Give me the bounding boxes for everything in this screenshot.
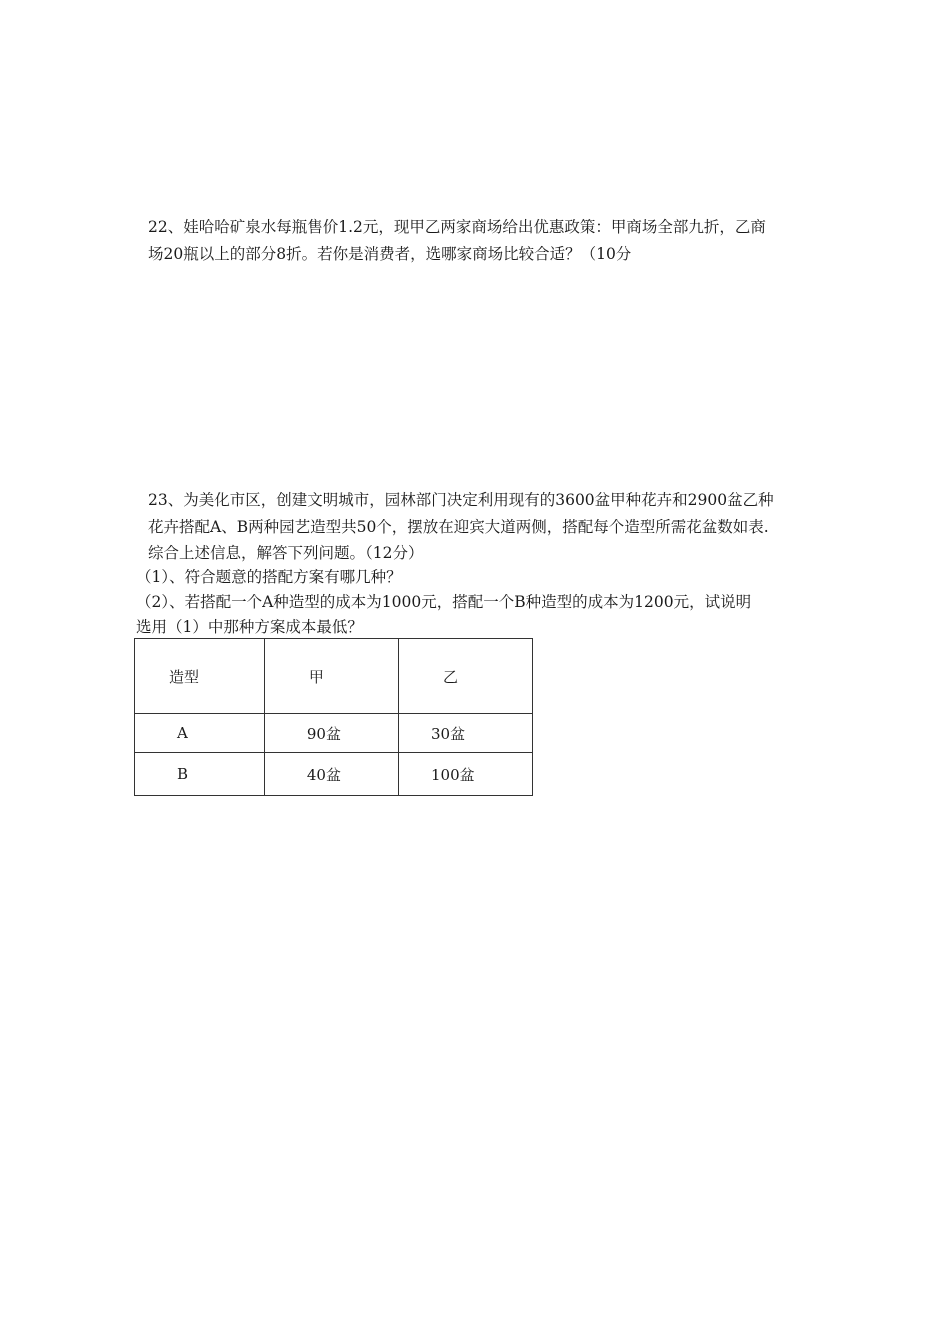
question-22-line-1: 22、娃哈哈矿泉水每瓶售价1.2元，现甲乙两家商场给出优惠政策：甲商场全部九折，乙商 <box>148 218 766 236</box>
table-cell: 30盆 <box>399 714 533 753</box>
question-23-part-1: （1）、符合题意的搭配方案有哪几种？ <box>136 568 402 586</box>
table-cell: 40盆 <box>264 753 398 796</box>
question-23-line-2: 花卉搭配A、B两种园艺造型共50个，摆放在迎宾大道两侧，搭配每个造型所需花盆数如表. <box>148 518 769 536</box>
question-23-line-3: 综合上述信息，解答下列问题。（12分） <box>148 544 424 562</box>
table-row <box>135 753 533 796</box>
table-cell: 100盆 <box>399 753 533 796</box>
flower-pot-table <box>134 638 533 796</box>
table-cell: B <box>135 753 265 796</box>
question-23-line-1: 23、为美化市区，创建文明城市，园林部门决定利用现有的3600盆甲种花卉和2900盆乙种 <box>148 491 774 509</box>
table-header-cell: 甲 <box>264 639 398 714</box>
question-23-part-2-line-1: （2）、若搭配一个A种造型的成本为1000元，搭配一个B种造型的成本为1200元，试说明 <box>136 593 752 611</box>
table-header-cell: 造型 <box>135 639 265 714</box>
table-cell: 90盆 <box>264 714 398 753</box>
table-header-cell: 乙 <box>399 639 533 714</box>
question-23-part-2-line-2: 选用（1）中那种方案成本最低？ <box>136 618 363 636</box>
table-cell: A <box>135 714 265 753</box>
table-row <box>135 714 533 753</box>
table-header-row <box>135 639 533 714</box>
question-22-line-2: 场20瓶以上的部分8折。若你是消费者，选哪家商场比较合适？（10分 <box>148 245 632 263</box>
